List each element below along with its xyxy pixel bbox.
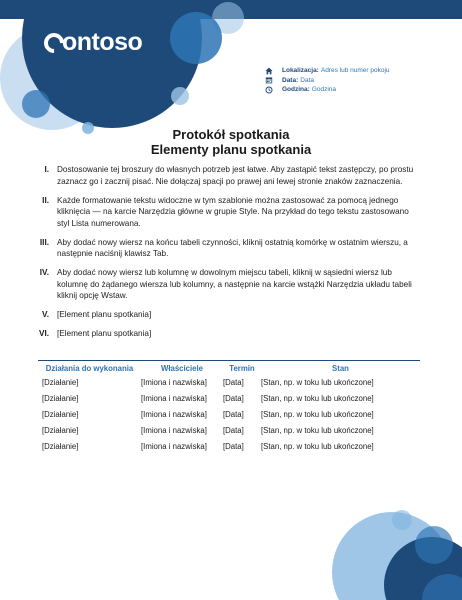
agenda-number: III. [39, 237, 49, 247]
table-row [38, 375, 420, 391]
cell-action[interactable]: [Działanie] [42, 442, 79, 451]
document-title [0, 127, 462, 157]
table-row [38, 423, 420, 439]
home-icon [265, 67, 273, 75]
cell-owner[interactable]: [Imiona i nazwiska] [141, 442, 207, 451]
clock-icon [265, 86, 273, 94]
table-header-row [38, 360, 420, 375]
agenda-number: II. [42, 195, 49, 205]
cell-owner[interactable]: [Imiona i nazwiska] [141, 410, 207, 419]
cell-status[interactable]: [Stan, np. w toku lub ukończone] [261, 426, 374, 435]
table-row [38, 391, 420, 407]
table-row [38, 407, 420, 423]
agenda-number: IV. [39, 268, 49, 277]
agenda-item [32, 164, 432, 187]
cell-action[interactable]: [Działanie] [42, 394, 79, 403]
date-value: Data [300, 76, 314, 84]
agenda-number: I. [44, 165, 49, 174]
cell-status[interactable]: [Stan, np. w toku lub ukończone] [261, 378, 374, 387]
header-actions: Działania do wykonania [45, 364, 134, 373]
time-value: Godzina [311, 86, 337, 94]
cell-status[interactable]: [Stan, np. w toku lub ukończone] [261, 442, 374, 451]
time-row [265, 85, 390, 95]
agenda-number: V. [42, 310, 49, 319]
agenda-list [32, 164, 432, 347]
agenda-text[interactable]: Aby dodać nowy wiersz lub kolumnę w dowolnym miejscu tabeli, kliknij w sąsiedni wiersz lub kolumnę do żądanego wiersza lub kolumny, a następnie na karcie wstążki Narzędzia układu tabeli kliknij opcję Wstaw. [57, 268, 412, 300]
cell-deadline[interactable]: [Data] [223, 394, 244, 403]
agenda-text[interactable]: [Element planu spotkania] [57, 310, 152, 319]
contoso-logo [44, 28, 142, 57]
agenda-item [32, 309, 432, 321]
header-owners: Właściciele [160, 364, 204, 373]
title-line-2: Elementy planu spotkania [150, 142, 312, 157]
cell-deadline[interactable]: [Data] [223, 426, 244, 435]
cell-owner[interactable]: [Imiona i nazwiska] [141, 394, 207, 403]
agenda-number: VI. [38, 329, 49, 338]
table-row [38, 439, 420, 455]
agenda-text[interactable]: Dostosowanie tej broszury do własnych potrzeb jest łatwe. Aby zastąpić tekst zastępczy, po prostu zaznacz go i zacznij pisać. Nie dołączaj spacji po prawej ani lewej stronie znaków zaznaczenia. [57, 165, 414, 186]
agenda-item [32, 195, 432, 230]
location-row [265, 66, 390, 76]
cell-action[interactable]: [Działanie] [42, 378, 79, 387]
title-line-1: Protokół spotkania [172, 127, 290, 142]
date-row [265, 76, 390, 86]
header-deadline: Termin [229, 364, 255, 373]
cell-deadline[interactable]: [Data] [223, 410, 244, 419]
time-label: Godzina: [282, 86, 310, 94]
agenda-item [32, 237, 432, 260]
agenda-item [32, 267, 432, 302]
agenda-item [32, 328, 432, 340]
agenda-text[interactable]: Aby dodać nowy wiersz na końcu tabeli czynności, kliknij ostatnią komórkę w ostatnim wierszu, a następnie naciśnij klawisz Tab. [57, 237, 408, 258]
cell-status[interactable]: [Stan, np. w toku lub ukończone] [261, 410, 374, 419]
cell-action[interactable]: [Działanie] [42, 410, 79, 419]
cell-deadline[interactable]: [Data] [223, 442, 244, 451]
agenda-text[interactable]: Każde formatowanie tekstu widoczne w tym szablonie można zastosować za pomocą jednego kliknięcia — na karcie Narzędzia główne w grupie Style. Na przykład do tego tekstu zastosowano styl Lista numerowana. [57, 195, 409, 228]
cell-owner[interactable]: [Imiona i nazwiska] [141, 426, 207, 435]
location-label: Lokalizacja: [282, 67, 319, 75]
meeting-details [265, 66, 390, 95]
location-value: Adres lub numer pokoju [320, 67, 390, 75]
header-decoration [0, 0, 462, 140]
cell-status[interactable]: [Stan, np. w toku lub ukończone] [261, 394, 374, 403]
cell-action[interactable]: [Działanie] [42, 426, 79, 435]
action-items-table [38, 360, 420, 455]
calendar-icon [265, 76, 273, 84]
logo-text: ontoso [62, 28, 143, 56]
cell-deadline[interactable]: [Data] [223, 378, 244, 387]
cell-owner[interactable]: [Imiona i nazwiska] [141, 378, 207, 387]
agenda-text[interactable]: [Element planu spotkania] [57, 329, 152, 338]
header-status: Stan [332, 364, 349, 373]
date-label: Data: [282, 76, 299, 84]
